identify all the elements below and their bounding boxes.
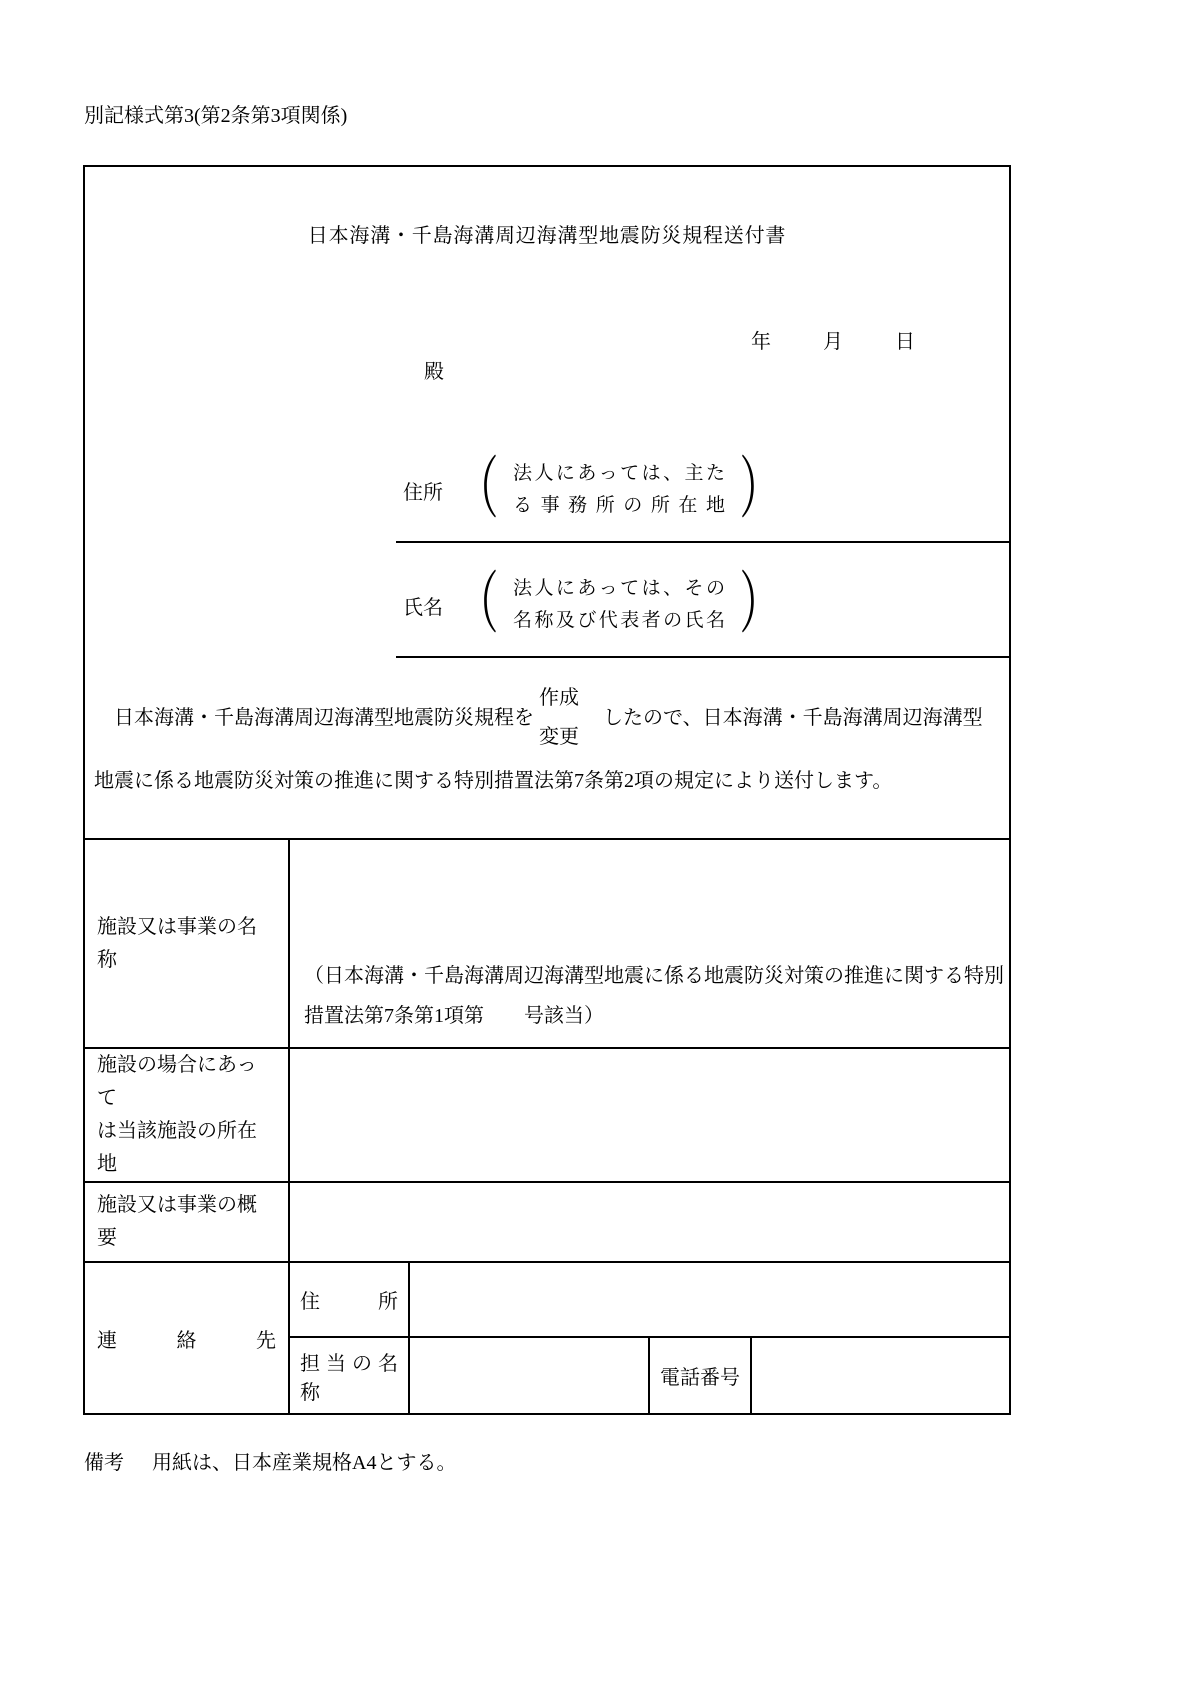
contact-person-label: 担当の名称 — [300, 1352, 398, 1404]
contact-phone-label: 電話番号 — [650, 1338, 752, 1413]
name-note-line1: 法人にあっては、その — [513, 578, 725, 599]
contact-label-cell — [85, 1263, 290, 1413]
name-field — [403, 567, 793, 642]
contact-label: 連絡先 — [97, 1329, 276, 1352]
remark — [84, 1446, 456, 1475]
name-note — [511, 573, 727, 637]
address-note — [511, 458, 727, 522]
contact-grid — [290, 1263, 1009, 1413]
date-year-label: 年 — [751, 331, 771, 353]
contact-phone-value-cell[interactable] — [752, 1338, 1009, 1413]
contact-address-label-cell — [290, 1263, 410, 1336]
address-paren-close-glyph: ） — [739, 452, 781, 527]
body-segment-1: 日本海溝・千島海溝周辺海溝型地震防災規程を — [114, 707, 534, 729]
remark-text: 用紙は、日本産業規格A4とする。 — [152, 1452, 457, 1474]
facility-summary-label-cell — [85, 1183, 290, 1261]
contact-person-value-cell[interactable] — [410, 1338, 650, 1413]
address-paren-open-glyph: （ — [457, 452, 499, 527]
facility-location-label-line1: 施設の場合にあって — [97, 1054, 257, 1109]
name-note-line2: 名称及び代表者の氏名 — [513, 610, 725, 631]
contact-row — [85, 1263, 1009, 1413]
facility-summary-value-cell[interactable] — [290, 1183, 1009, 1261]
contact-address-label: 住所 — [300, 1291, 398, 1313]
name-label: 氏名 — [403, 596, 443, 619]
facility-name-value-cell[interactable] — [290, 840, 1009, 1047]
law-reference-line1: （日本海溝・千島海溝周辺海溝型地震に係る地震防災対策の推進に関する特別 — [304, 965, 1004, 987]
facility-name-label-cell — [85, 840, 290, 1047]
form-header-section — [85, 167, 1009, 840]
facility-location-label-cell — [85, 1049, 290, 1181]
addressee-suffix: 殿 — [424, 361, 444, 383]
address-note-line1: 法人にあっては、主た — [513, 463, 725, 484]
facility-summary-label: 施設又は事業の概要 — [97, 1194, 257, 1249]
form-main-box — [83, 165, 1011, 1415]
address-note-line2: る事務所の所在地 — [513, 495, 725, 516]
contact-address-row — [290, 1263, 1009, 1338]
address-fill-line[interactable] — [396, 541, 1009, 543]
facility-name-row — [85, 840, 1009, 1049]
address-label: 住所 — [403, 481, 443, 504]
body-paragraph — [94, 679, 1002, 796]
body-line-2: 地震に係る地震防災対策の推進に関する特別措置法第7条第2項の規定により送付します。 — [94, 770, 893, 792]
contact-address-value-cell[interactable] — [410, 1263, 1009, 1336]
facility-location-row — [85, 1049, 1009, 1183]
address-field — [403, 452, 793, 527]
facility-summary-row — [85, 1183, 1009, 1263]
facility-name-label: 施設又は事業の名称 — [97, 915, 257, 971]
name-fill-line[interactable] — [396, 656, 1009, 658]
form-number-label: 別記様式第3(第2条第3項関係) — [84, 105, 348, 127]
document-title: 日本海溝・千島海溝周辺海溝型地震防災規程送付書 — [307, 225, 787, 247]
remark-label: 備考 — [84, 1452, 124, 1474]
date-line — [751, 325, 915, 354]
facility-location-value-cell[interactable] — [290, 1049, 1009, 1181]
date-month-label: 月 — [823, 331, 843, 353]
body-option-stack — [539, 679, 579, 757]
date-day-label: 日 — [895, 331, 915, 353]
name-paren-close-glyph: ） — [739, 567, 781, 642]
law-reference-line2: 措置法第7条第1項第 号該当） — [304, 1005, 604, 1027]
facility-location-label-line2: は当該施設の所在地 — [97, 1120, 257, 1175]
name-paren-open-glyph: （ — [457, 567, 499, 642]
body-option-change: 変更 — [539, 726, 579, 748]
body-option-create: 作成 — [539, 687, 579, 709]
contact-person-label-cell — [290, 1338, 410, 1413]
body-line-1 — [94, 679, 1002, 757]
body-segment-2: したので、日本海溝・千島海溝周辺海溝型 — [603, 707, 983, 729]
contact-person-row — [290, 1338, 1009, 1413]
law-reference-note — [304, 956, 1005, 1036]
